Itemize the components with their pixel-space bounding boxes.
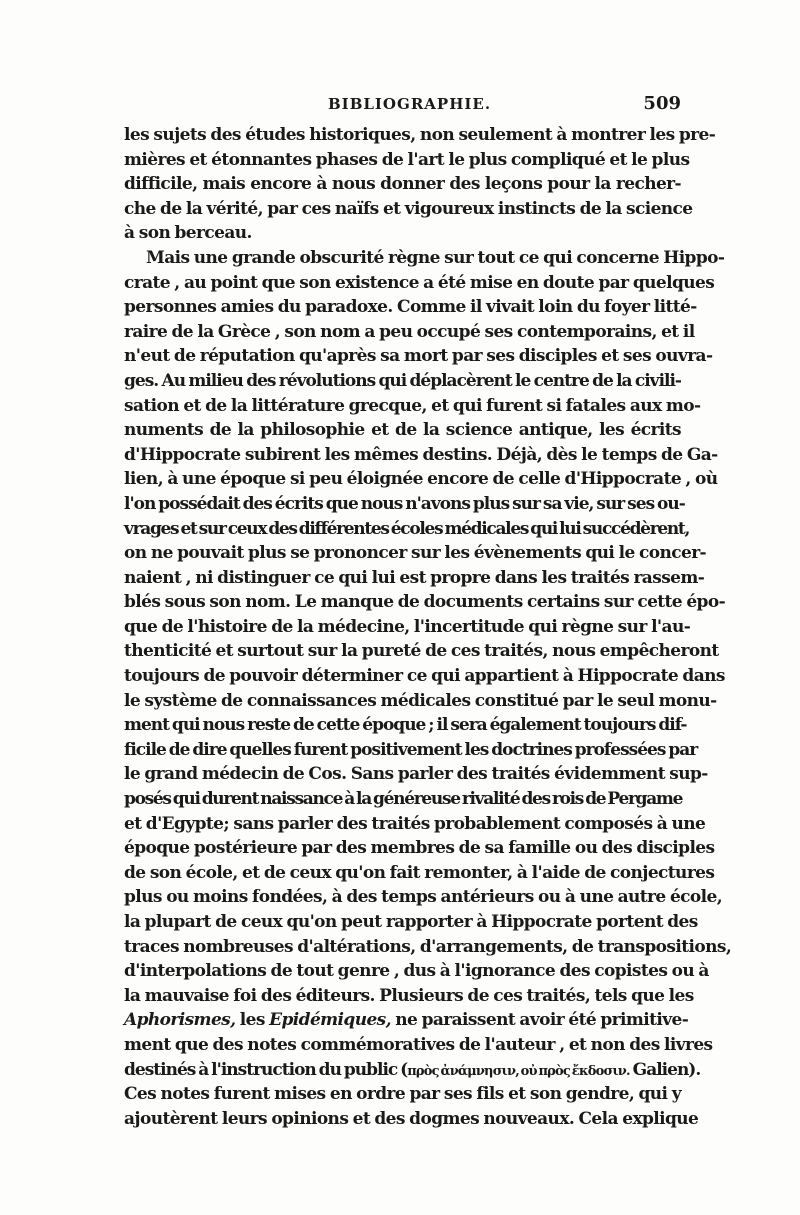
text-line: le système de connaissances médicales constitué par le seul monu- <box>124 690 717 711</box>
italic-title-epidemiques: Epidémiques, <box>269 1010 391 1031</box>
text-line: et d'Egypte; sans parler des traités probablement composés à une <box>124 813 706 834</box>
text-line: à son berceau. <box>124 223 252 244</box>
page-number: 509 <box>643 93 681 114</box>
text-line <box>124 1058 701 1083</box>
text-line: de son école, et de ceux qu'on fait remonter, à l'aide de conjectures <box>124 862 715 883</box>
text-line: les sujets des études historiques, non seulement à montrer les pre- <box>124 125 716 145</box>
text-line: traces nombreuses d'altérations, d'arrangements, de transpositions, <box>124 936 732 957</box>
text-line: mières et étonnantes phases de l'art le plus compliqué et le plus <box>124 149 690 170</box>
text-line: que de l'histoire de la médecine, l'incertitude qui règne sur l'au- <box>124 616 691 637</box>
text-line: toujours de pouvoir déterminer ce qui appartient à Hippocrate dans <box>124 666 725 687</box>
text-line: thenticité et surtout sur la pureté de ces traités, nous empêcheront <box>124 641 719 662</box>
text-line: sation et de la littérature grecque, et qui furent si fatales aux mo- <box>124 395 701 416</box>
text-line: Mais une grande obscurité règne sur tout ce qui concerne Hippo- <box>146 247 725 268</box>
text-line: ges. Au milieu des révolutions qui déplacèrent le centre de la civili- <box>124 370 681 391</box>
text-line: plus ou moins fondées, à des temps antérieurs ou à une autre école, <box>124 887 723 908</box>
text-line: posés qui durent naissance à la généreuse rivalité des rois de Pergame <box>124 789 683 810</box>
text-fragment: destinés à l'instruction du public ( <box>124 1059 408 1080</box>
text-line: on ne pouvait plus se prononcer sur les évènements qui le concer- <box>124 543 707 564</box>
text-line: raire de la Grèce , son nom a peu occupé ses contemporains, et il <box>124 321 695 342</box>
running-head <box>124 91 681 117</box>
running-title: BIBLIOGRAPHIE. <box>328 95 492 113</box>
text-line: vrages et sur ceux des différentes écoles médicales qui lui succédèrent, <box>124 518 690 539</box>
text-line: ment qui nous reste de cette époque ; il sera également toujours dif- <box>124 715 687 736</box>
text-line <box>124 1008 689 1033</box>
text-line: la plupart de ceux qu'on peut rapporter à Hippocrate portent des <box>124 912 698 932</box>
text-fragment: ne paraissent avoir été primitive- <box>390 1010 689 1031</box>
text-line: ajoutèrent leurs opinions et des dogmes nouveaux. Cela explique <box>124 1108 699 1129</box>
text-line: difficile, mais encore à nous donner des leçons pour la recher- <box>124 174 681 195</box>
text-line: lien, à une époque si peu éloignée encore de celle d'Hippocrate , où <box>124 469 718 490</box>
text-fragment: Galien). <box>629 1059 701 1080</box>
text-line: d'Hippocrate subirent les mêmes destins. Déjà, dès le temps de Ga- <box>124 444 718 465</box>
greek-quotation: πρὸς ἀνάμνησιν, οὐ πρὸς ἔκδοσιν. <box>407 1063 630 1079</box>
text-line: crate , au point que son existence a été mise en doute par quelques <box>124 272 715 293</box>
text-line: le grand médecin de Cos. Sans parler des traités évidemment sup- <box>124 764 708 785</box>
text-line: che de la vérité, par ces naïfs et vigoureux instincts de la science <box>124 198 693 219</box>
text-line: personnes amies du paradoxe. Comme il vivait loin du foyer litté- <box>124 297 697 318</box>
text-line: époque postérieure par des membres de sa famille ou des disciples <box>124 838 715 859</box>
text-line: la mauvaise foi des éditeurs. Plusieurs de ces traités, tels que les <box>124 985 694 1006</box>
text-fragment: les <box>235 1010 270 1031</box>
text-line: numents de la philosophie et de la science antique, les écrits <box>124 420 681 441</box>
body-text <box>124 123 732 1131</box>
italic-title-aphorismes: Aphorismes, <box>124 1010 236 1031</box>
text-line: naient , ni distinguer ce qui lui est propre dans les traités rassem- <box>124 567 705 588</box>
text-line: ment que des notes commémoratives de l'auteur , et non des livres <box>124 1034 713 1055</box>
text-line: Ces notes furent mises en ordre par ses fils et son gendre, qui y <box>124 1084 681 1105</box>
text-line: ficile de dire quelles furent positivement les doctrines professées par <box>124 739 698 760</box>
text-line: l'on possédait des écrits que nous n'avons plus sur sa vie, sur ses ou- <box>124 493 685 514</box>
text-line: n'eut de réputation qu'après sa mort par ses disciples et ses ouvra- <box>124 346 713 367</box>
text-line: blés sous son nom. Le manque de documents certains sur cette épo- <box>124 592 726 613</box>
text-line: d'interpolations de tout genre , dus à l'ignorance des copistes ou à <box>124 961 709 982</box>
